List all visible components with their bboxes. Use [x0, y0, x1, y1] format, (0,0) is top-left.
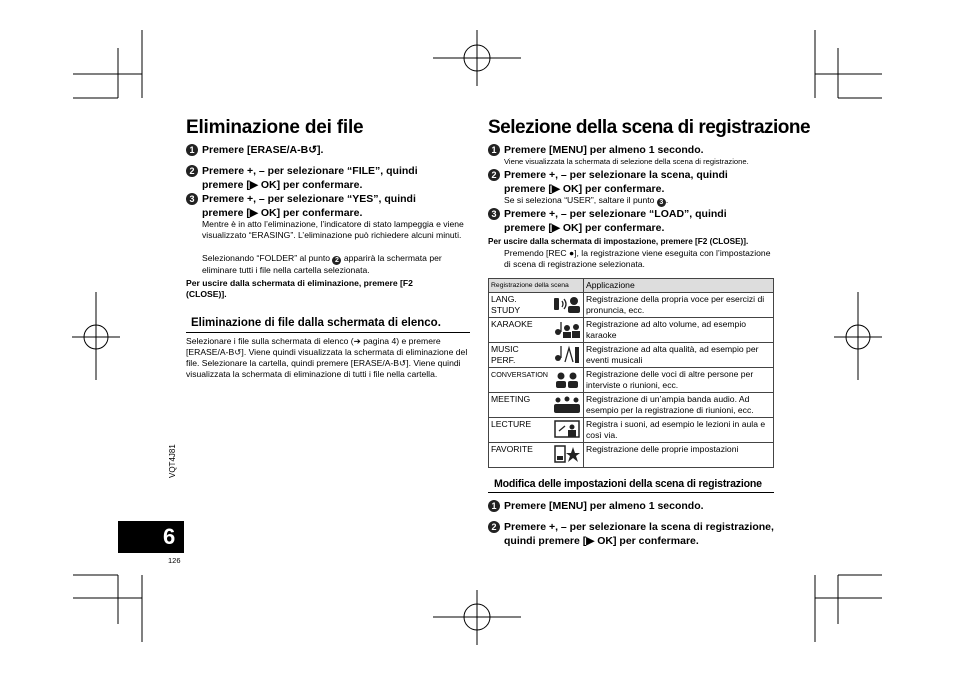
- table-row: [489, 293, 774, 318]
- conversation-icon: [553, 369, 581, 389]
- step-number-badge: 2: [332, 256, 341, 265]
- table-row: [489, 368, 774, 393]
- scene-mode-label: LECTURE: [491, 419, 532, 429]
- left-subsection-body: Selezionare i file sulla schermata di elenco (➔ pagina 4) e premere [ERASE/A-B↺]. Viene quindi visualizzata la schermata di eliminazione del file. Selezionare la cartella, quindi premere [ERASE/A-B↺]. Viene quindi visualizzata la schermata di eliminazione di tutti i file nella cartella.: [186, 336, 468, 379]
- favorite-icon: [553, 444, 581, 464]
- right-sub-step-2: [488, 520, 780, 548]
- step-number-badge: 1: [186, 144, 198, 156]
- scene-application: Registrazione ad alto volume, ad esempio karaoke: [584, 318, 774, 343]
- step-text: Premere [ERASE/A-B↺].: [202, 144, 324, 156]
- right-section-title: Selezione della scena di registrazione: [488, 117, 811, 138]
- step-text: Premere +, – per selezionare “FILE”, quindi premere [▶ OK] per confermare.: [202, 165, 418, 191]
- meeting-icon: [553, 394, 581, 414]
- left-section-title: Eliminazione dei file: [186, 117, 364, 138]
- step-text: Premere +, – per selezionare la scena, quindi premere [▶ OK] per confermare.: [504, 169, 728, 195]
- page-number: 126: [168, 556, 181, 565]
- step-number-badge: 2: [488, 169, 500, 181]
- left-subsection-rule: [186, 332, 470, 333]
- scene-table: [488, 278, 774, 468]
- right-exit-note: Per uscire dalla schermata di impostazione, premere [F2 (CLOSE)].: [488, 237, 749, 246]
- lecture-icon: [553, 419, 581, 439]
- left-folder-note: [202, 253, 470, 276]
- scene-mode-label: KARAOKE: [491, 319, 533, 329]
- table-header: Applicazione: [584, 279, 774, 293]
- scene-application: Registrazione della propria voce per esercizi di pronuncia, ecc.: [584, 293, 774, 318]
- left-step-2: [186, 164, 456, 192]
- scene-application: Registrazione delle proprie impostazioni: [584, 443, 774, 468]
- scene-application: Registra i suoni, ad esempio le lezioni in aula e così via.: [584, 418, 774, 443]
- table-row: [489, 343, 774, 368]
- lang-study-icon: [553, 294, 581, 314]
- step-number-badge: 3: [488, 208, 500, 220]
- table-row: [489, 318, 774, 343]
- right-step-2-note: [504, 195, 774, 207]
- right-step-2: [488, 168, 758, 196]
- left-subsection-title: Eliminazione di file dalla schermata di elenco.: [191, 317, 441, 329]
- note-text: Selezionando “FOLDER” al punto: [202, 253, 331, 263]
- table-row: [489, 443, 774, 468]
- scene-application: Registrazione delle voci di altre persone per interviste o riunioni, ecc.: [584, 368, 774, 393]
- step-text: Premere +, – per selezionare “YES”, quindi premere [▶ OK] per confermare.: [202, 193, 416, 219]
- step-number-badge: 3: [657, 198, 666, 207]
- table-header-row: [489, 279, 774, 293]
- right-subsection-rule: [488, 492, 774, 493]
- note-text: apparirà la schermata per eliminare tutti i file nella cartella selezionata.: [202, 253, 442, 275]
- right-sub-step-1: [488, 499, 778, 513]
- step-number-badge: 2: [186, 165, 198, 177]
- table-header: Registrazione della scena: [489, 279, 584, 293]
- table-row: [489, 393, 774, 418]
- right-subsection-title: Modifica delle impostazioni della scena di registrazione: [494, 478, 762, 490]
- scene-application: Registrazione ad alta qualità, ad esempio per eventi musicali: [584, 343, 774, 368]
- page-tab-number: 6: [163, 524, 176, 549]
- note-text: .: [665, 195, 669, 205]
- music-perf-icon: [553, 344, 581, 364]
- step-number-badge: 1: [488, 144, 500, 156]
- right-step-1: [488, 143, 778, 157]
- step-text: Premere [MENU] per almeno 1 secondo.: [504, 144, 704, 156]
- left-exit-note: Per uscire dalla schermata di eliminazione, premere [F2 (CLOSE)].: [186, 278, 413, 299]
- scene-mode-label: MUSIC PERF.: [491, 344, 519, 365]
- scene-mode-label: MEETING: [491, 394, 531, 404]
- scene-mode-label: CONVERSATION: [491, 370, 548, 379]
- scene-mode-label: LANG. STUDY: [491, 294, 521, 315]
- document-code: VQT4J81: [168, 444, 177, 478]
- right-step-3: [488, 207, 758, 235]
- right-step-1-note: Viene visualizzata la schermata di selezione della scena di registrazione.: [504, 157, 749, 166]
- left-step-1: [186, 143, 470, 157]
- scene-application: Registrazione di un’ampia banda audio. Ad esempio per la registrazione di riunioni, ecc.: [584, 393, 774, 418]
- step-number-badge: 3: [186, 193, 198, 205]
- step-number-badge: 1: [488, 500, 500, 512]
- table-row: [489, 418, 774, 443]
- step-text: Premere +, – per selezionare la scena di registrazione, quindi premere [▶ OK] per confermare.: [504, 521, 774, 547]
- left-erase-note: Mentre è in atto l’eliminazione, l’indicatore di stato lampeggia e viene visualizzato “ERASING”. L’eliminazione può richiedere alcuni minuti.: [202, 219, 464, 240]
- left-step-3: [186, 192, 456, 220]
- right-exit-body: Premendo [REC ●], la registrazione viene eseguita con l’impostazione di scena di registrazione selezionata.: [504, 248, 771, 269]
- karaoke-icon: [553, 319, 581, 339]
- step-text: Premere +, – per selezionare “LOAD”, quindi premere [▶ OK] per confermare.: [504, 208, 727, 234]
- note-text: Se si seleziona “USER”, saltare il punto: [504, 195, 655, 205]
- step-number-badge: 2: [488, 521, 500, 533]
- scene-mode-label: FAVORITE: [491, 444, 533, 454]
- step-text: Premere [MENU] per almeno 1 secondo.: [504, 500, 704, 512]
